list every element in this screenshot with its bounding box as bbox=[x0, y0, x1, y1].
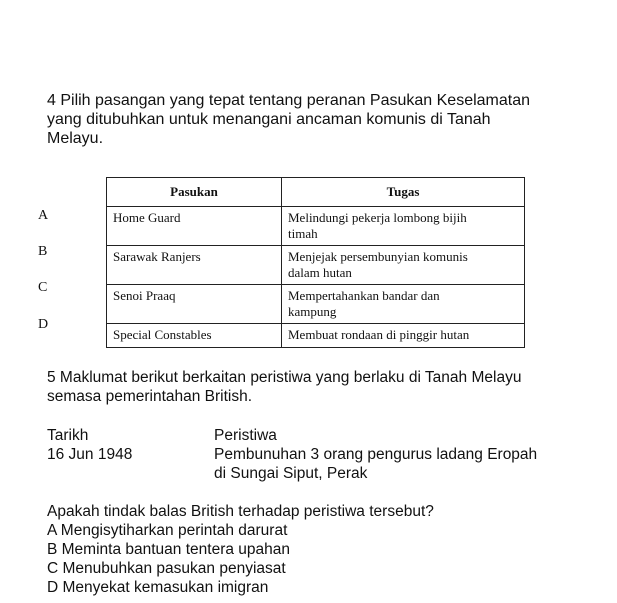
question-4-line-2: yang ditubuhkan untuk menangani ancaman komunis di Tanah bbox=[47, 111, 491, 128]
option-letter-d: D bbox=[38, 317, 49, 332]
table-row bbox=[107, 246, 525, 285]
cell-pasukan: Senoi Praaq bbox=[107, 285, 282, 324]
event-description-line-2: di Sungai Siput, Perak bbox=[214, 465, 368, 482]
table-row bbox=[107, 207, 525, 246]
answer-option-c: C Menubuhkan pasukan penyiasat bbox=[47, 560, 286, 577]
event-description-line-1: Pembunuhan 3 orang pengurus ladang Eropah bbox=[214, 446, 538, 463]
date-column-header: Tarikh bbox=[47, 427, 89, 444]
table-row bbox=[107, 285, 525, 324]
cell-tugas: Melindungi pekerja lombong bijih timah bbox=[282, 207, 525, 246]
pasukan-tugas-table bbox=[106, 177, 525, 348]
question-4-line-1: 4 Pilih pasangan yang tepat tentang peranan Pasukan Keselamatan bbox=[47, 92, 531, 109]
question-5-prompt: Apakah tindak balas British terhadap peristiwa tersebut? bbox=[47, 503, 434, 520]
cell-pasukan: Home Guard bbox=[107, 207, 282, 246]
answer-option-d: D Menyekat kemasukan imigran bbox=[47, 579, 269, 596]
cell-tugas: Membuat rondaan di pinggir hutan bbox=[282, 324, 525, 348]
event-date: 16 Jun 1948 bbox=[47, 446, 133, 463]
question-4-line-3: Melayu. bbox=[47, 130, 104, 147]
cell-tugas: Menjejak persembunyian komunis dalam hutan bbox=[282, 246, 525, 285]
option-letter-a: A bbox=[38, 208, 49, 223]
answer-option-a: A Mengisytiharkan perintah darurat bbox=[47, 522, 288, 539]
question-5-line-1: 5 Maklumat berikut berkaitan peristiwa yang berlaku di Tanah Melayu bbox=[47, 369, 522, 386]
cell-pasukan: Sarawak Ranjers bbox=[107, 246, 282, 285]
event-column-header: Peristiwa bbox=[214, 427, 277, 444]
option-letter-b: B bbox=[38, 244, 48, 259]
header-pasukan: Pasukan bbox=[107, 178, 282, 207]
option-letter-c: C bbox=[38, 280, 48, 295]
question-5-line-2: semasa pemerintahan British. bbox=[47, 388, 253, 405]
cell-tugas: Mempertahankan bandar dan kampung bbox=[282, 285, 525, 324]
answer-option-b: B Meminta bantuan tentera upahan bbox=[47, 541, 291, 558]
header-tugas: Tugas bbox=[282, 178, 525, 207]
table-row bbox=[107, 324, 525, 348]
cell-pasukan: Special Constables bbox=[107, 324, 282, 348]
